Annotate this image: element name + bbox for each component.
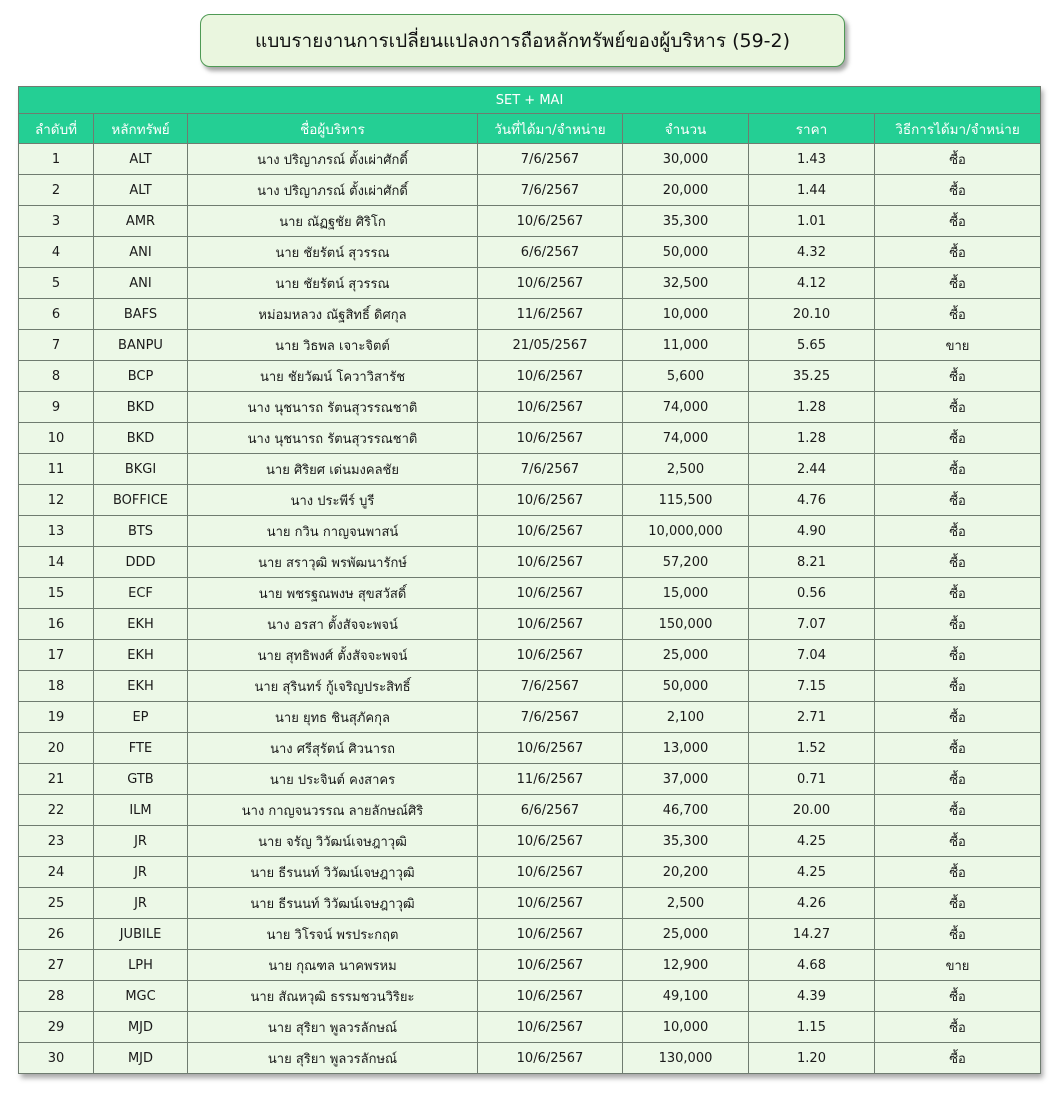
method-cell: ซื้อ	[875, 392, 1041, 423]
table-row	[19, 609, 1041, 640]
executive-name-cell: นาย ประจินต์ คงสาคร	[188, 764, 478, 795]
security-cell: BOFFICE	[94, 485, 188, 516]
security-cell: MJD	[94, 1012, 188, 1043]
executive-name-cell: นาง ปริญาภรณ์ ตั้งเผ่าศักดิ์	[188, 175, 478, 206]
row-number-cell: 14	[19, 547, 94, 578]
date-cell: 10/6/2567	[478, 423, 623, 454]
security-cell: FTE	[94, 733, 188, 764]
security-cell: BANPU	[94, 330, 188, 361]
column-header-volume: จำนวน	[623, 114, 749, 144]
security-cell: ANI	[94, 237, 188, 268]
method-cell: ซื้อ	[875, 268, 1041, 299]
price-cell: 4.68	[749, 950, 875, 981]
volume-cell: 50,000	[623, 237, 749, 268]
date-cell: 10/6/2567	[478, 1043, 623, 1074]
table-row	[19, 206, 1041, 237]
volume-cell: 2,100	[623, 702, 749, 733]
executive-name-cell: หม่อมหลวง ณัฐสิทธิ์ ดิศกุล	[188, 299, 478, 330]
executive-name-cell: นาย พชรฐณพงษ สุขสวัสดิ์	[188, 578, 478, 609]
table-row	[19, 1012, 1041, 1043]
table-row	[19, 640, 1041, 671]
price-cell: 7.04	[749, 640, 875, 671]
price-cell: 0.56	[749, 578, 875, 609]
price-cell: 4.90	[749, 516, 875, 547]
table-column-header-row	[19, 114, 1041, 144]
table-row	[19, 826, 1041, 857]
price-cell: 4.26	[749, 888, 875, 919]
security-cell: JR	[94, 857, 188, 888]
method-cell: ซื้อ	[875, 981, 1041, 1012]
table-row	[19, 423, 1041, 454]
executive-name-cell: นาง ปริญาภรณ์ ตั้งเผ่าศักดิ์	[188, 144, 478, 175]
table-row	[19, 919, 1041, 950]
volume-cell: 15,000	[623, 578, 749, 609]
price-cell: 1.44	[749, 175, 875, 206]
date-cell: 10/6/2567	[478, 578, 623, 609]
volume-cell: 13,000	[623, 733, 749, 764]
row-number-cell: 30	[19, 1043, 94, 1074]
security-cell: ALT	[94, 175, 188, 206]
security-cell: ECF	[94, 578, 188, 609]
price-cell: 4.12	[749, 268, 875, 299]
price-cell: 8.21	[749, 547, 875, 578]
date-cell: 10/6/2567	[478, 268, 623, 299]
executive-name-cell: นาย สุทธิพงศ์ ตั้งสัจจะพจน์	[188, 640, 478, 671]
security-cell: EKH	[94, 640, 188, 671]
price-cell: 14.27	[749, 919, 875, 950]
date-cell: 10/6/2567	[478, 361, 623, 392]
report-title: แบบรายงานการเปลี่ยนแปลงการถือหลักทรัพย์ของผู้บริหาร (59-2)	[254, 29, 791, 52]
row-number-cell: 21	[19, 764, 94, 795]
executive-name-cell: นาย กุณฑล นาคพรหม	[188, 950, 478, 981]
volume-cell: 10,000	[623, 1012, 749, 1043]
date-cell: 10/6/2567	[478, 888, 623, 919]
security-cell: EP	[94, 702, 188, 733]
security-cell: GTB	[94, 764, 188, 795]
price-cell: 4.76	[749, 485, 875, 516]
table-row	[19, 547, 1041, 578]
row-number-cell: 28	[19, 981, 94, 1012]
date-cell: 10/6/2567	[478, 392, 623, 423]
method-cell: ซื้อ	[875, 826, 1041, 857]
security-cell: MGC	[94, 981, 188, 1012]
table-row	[19, 733, 1041, 764]
table-row	[19, 888, 1041, 919]
price-cell: 7.15	[749, 671, 875, 702]
method-cell: ซื้อ	[875, 702, 1041, 733]
volume-cell: 10,000	[623, 299, 749, 330]
security-cell: JUBILE	[94, 919, 188, 950]
volume-cell: 2,500	[623, 454, 749, 485]
security-cell: EKH	[94, 671, 188, 702]
row-number-cell: 13	[19, 516, 94, 547]
column-header-price: ราคา	[749, 114, 875, 144]
row-number-cell: 1	[19, 144, 94, 175]
price-cell: 1.15	[749, 1012, 875, 1043]
executive-name-cell: นาย กวิน กาญจนพาสน์	[188, 516, 478, 547]
price-cell: 1.28	[749, 392, 875, 423]
price-cell: 1.52	[749, 733, 875, 764]
date-cell: 7/6/2567	[478, 671, 623, 702]
volume-cell: 130,000	[623, 1043, 749, 1074]
executive-name-cell: นาย สุริยา พูลวรลักษณ์	[188, 1012, 478, 1043]
volume-cell: 2,500	[623, 888, 749, 919]
method-cell: ซื้อ	[875, 919, 1041, 950]
table-row	[19, 857, 1041, 888]
row-number-cell: 12	[19, 485, 94, 516]
method-cell: ซื้อ	[875, 454, 1041, 485]
executive-name-cell: นาย ชัยวัฒน์ โควาวิสารัช	[188, 361, 478, 392]
row-number-cell: 29	[19, 1012, 94, 1043]
method-cell: ซื้อ	[875, 733, 1041, 764]
volume-cell: 12,900	[623, 950, 749, 981]
row-number-cell: 16	[19, 609, 94, 640]
table-group-header-row	[19, 87, 1041, 114]
row-number-cell: 26	[19, 919, 94, 950]
volume-cell: 35,300	[623, 206, 749, 237]
security-cell: BCP	[94, 361, 188, 392]
date-cell: 7/6/2567	[478, 144, 623, 175]
price-cell: 35.25	[749, 361, 875, 392]
method-cell: ซื้อ	[875, 485, 1041, 516]
volume-cell: 57,200	[623, 547, 749, 578]
executive-name-cell: นาย ธีรนนท์ วิวัฒน์เจษฎาวุฒิ	[188, 857, 478, 888]
date-cell: 6/6/2567	[478, 237, 623, 268]
row-number-cell: 3	[19, 206, 94, 237]
method-cell: ซื้อ	[875, 888, 1041, 919]
security-cell: ILM	[94, 795, 188, 826]
row-number-cell: 6	[19, 299, 94, 330]
method-cell: ซื้อ	[875, 516, 1041, 547]
security-cell: JR	[94, 888, 188, 919]
executive-name-cell: นาง กาญจนวรรณ ลายลักษณ์ศิริ	[188, 795, 478, 826]
executive-name-cell: นาย วิธพล เจาะจิตต์	[188, 330, 478, 361]
table-row	[19, 237, 1041, 268]
date-cell: 10/6/2567	[478, 950, 623, 981]
date-cell: 10/6/2567	[478, 609, 623, 640]
date-cell: 21/05/2567	[478, 330, 623, 361]
row-number-cell: 22	[19, 795, 94, 826]
date-cell: 10/6/2567	[478, 857, 623, 888]
volume-cell: 50,000	[623, 671, 749, 702]
executive-name-cell: นาย ชัยรัตน์ สุวรรณ	[188, 268, 478, 299]
volume-cell: 74,000	[623, 423, 749, 454]
security-cell: DDD	[94, 547, 188, 578]
row-number-cell: 9	[19, 392, 94, 423]
volume-cell: 11,000	[623, 330, 749, 361]
volume-cell: 74,000	[623, 392, 749, 423]
method-cell: ซื้อ	[875, 1012, 1041, 1043]
row-number-cell: 15	[19, 578, 94, 609]
report-title-box	[200, 14, 845, 67]
volume-cell: 5,600	[623, 361, 749, 392]
table-row	[19, 268, 1041, 299]
row-number-cell: 11	[19, 454, 94, 485]
security-cell: BKD	[94, 392, 188, 423]
price-cell: 5.65	[749, 330, 875, 361]
row-number-cell: 2	[19, 175, 94, 206]
volume-cell: 37,000	[623, 764, 749, 795]
date-cell: 7/6/2567	[478, 454, 623, 485]
executive-name-cell: นาย ยุทธ ชินสุภัคกุล	[188, 702, 478, 733]
column-header-security: หลักทรัพย์	[94, 114, 188, 144]
executive-name-cell: นาย สุริยา พูลวรลักษณ์	[188, 1043, 478, 1074]
volume-cell: 150,000	[623, 609, 749, 640]
security-cell: AMR	[94, 206, 188, 237]
price-cell: 4.25	[749, 826, 875, 857]
row-number-cell: 20	[19, 733, 94, 764]
volume-cell: 10,000,000	[623, 516, 749, 547]
executive-name-cell: นาง นุชนารถ รัตนสุวรรณชาติ	[188, 392, 478, 423]
security-cell: ANI	[94, 268, 188, 299]
method-cell: ขาย	[875, 330, 1041, 361]
price-cell: 0.71	[749, 764, 875, 795]
method-cell: ซื้อ	[875, 795, 1041, 826]
price-cell: 7.07	[749, 609, 875, 640]
column-header-executive-name: ชื่อผู้บริหาร	[188, 114, 478, 144]
column-header-date: วันที่ได้มา/จำหน่าย	[478, 114, 623, 144]
security-cell: BKD	[94, 423, 188, 454]
date-cell: 10/6/2567	[478, 640, 623, 671]
date-cell: 10/6/2567	[478, 733, 623, 764]
date-cell: 11/6/2567	[478, 299, 623, 330]
security-cell: MJD	[94, 1043, 188, 1074]
price-cell: 1.01	[749, 206, 875, 237]
table-body	[19, 144, 1041, 1074]
volume-cell: 20,000	[623, 175, 749, 206]
price-cell: 1.43	[749, 144, 875, 175]
executive-name-cell: นาย ธีรนนท์ วิวัฒน์เจษฎาวุฒิ	[188, 888, 478, 919]
row-number-cell: 4	[19, 237, 94, 268]
table-row	[19, 1043, 1041, 1074]
executive-name-cell: นาย สัณหวุฒิ ธรรมชวนวิริยะ	[188, 981, 478, 1012]
method-cell: ซื้อ	[875, 299, 1041, 330]
date-cell: 10/6/2567	[478, 981, 623, 1012]
date-cell: 10/6/2567	[478, 206, 623, 237]
method-cell: ซื้อ	[875, 361, 1041, 392]
column-header-method: วิธีการได้มา/จำหน่าย	[875, 114, 1041, 144]
table-row	[19, 764, 1041, 795]
table-row	[19, 175, 1041, 206]
table-row	[19, 795, 1041, 826]
table-row	[19, 454, 1041, 485]
date-cell: 7/6/2567	[478, 702, 623, 733]
executive-name-cell: นาง นุชนารถ รัตนสุวรรณชาติ	[188, 423, 478, 454]
method-cell: ซื้อ	[875, 1043, 1041, 1074]
table-row	[19, 950, 1041, 981]
security-cell: BTS	[94, 516, 188, 547]
executive-name-cell: นาง ศรีสุรัตน์ ศิวนารถ	[188, 733, 478, 764]
method-cell: ซื้อ	[875, 144, 1041, 175]
table-row	[19, 516, 1041, 547]
date-cell: 11/6/2567	[478, 764, 623, 795]
price-cell: 20.00	[749, 795, 875, 826]
price-cell: 4.39	[749, 981, 875, 1012]
price-cell: 2.71	[749, 702, 875, 733]
row-number-cell: 24	[19, 857, 94, 888]
volume-cell: 25,000	[623, 640, 749, 671]
method-cell: ซื้อ	[875, 423, 1041, 454]
table-row	[19, 392, 1041, 423]
table-row	[19, 671, 1041, 702]
table-row	[19, 361, 1041, 392]
executive-name-cell: นาย ณัฏฐชัย ศิริโก	[188, 206, 478, 237]
executive-name-cell: นาง ประพีร์ บูรี	[188, 485, 478, 516]
table-row	[19, 578, 1041, 609]
date-cell: 6/6/2567	[478, 795, 623, 826]
insider-trading-table-container	[18, 86, 1040, 1074]
volume-cell: 32,500	[623, 268, 749, 299]
volume-cell: 35,300	[623, 826, 749, 857]
method-cell: ซื้อ	[875, 578, 1041, 609]
method-cell: ซื้อ	[875, 671, 1041, 702]
insider-trading-table	[18, 86, 1041, 1074]
table-row	[19, 981, 1041, 1012]
method-cell: ซื้อ	[875, 857, 1041, 888]
row-number-cell: 10	[19, 423, 94, 454]
date-cell: 10/6/2567	[478, 919, 623, 950]
security-cell: LPH	[94, 950, 188, 981]
column-header-no: ลำดับที่	[19, 114, 94, 144]
row-number-cell: 25	[19, 888, 94, 919]
row-number-cell: 18	[19, 671, 94, 702]
price-cell: 4.25	[749, 857, 875, 888]
executive-name-cell: นาย ชัยรัตน์ สุวรรณ	[188, 237, 478, 268]
security-cell: ALT	[94, 144, 188, 175]
volume-cell: 30,000	[623, 144, 749, 175]
date-cell: 10/6/2567	[478, 826, 623, 857]
table-row	[19, 485, 1041, 516]
volume-cell: 20,200	[623, 857, 749, 888]
market-group-header: SET + MAI	[19, 87, 1041, 114]
table-row	[19, 330, 1041, 361]
date-cell: 10/6/2567	[478, 516, 623, 547]
price-cell: 2.44	[749, 454, 875, 485]
volume-cell: 25,000	[623, 919, 749, 950]
executive-name-cell: นาย สราวุฒิ พรพัฒนารักษ์	[188, 547, 478, 578]
price-cell: 20.10	[749, 299, 875, 330]
row-number-cell: 27	[19, 950, 94, 981]
executive-name-cell: นาย วิโรจน์ พรประกฤต	[188, 919, 478, 950]
row-number-cell: 5	[19, 268, 94, 299]
method-cell: ซื้อ	[875, 640, 1041, 671]
method-cell: ซื้อ	[875, 547, 1041, 578]
method-cell: ซื้อ	[875, 237, 1041, 268]
row-number-cell: 19	[19, 702, 94, 733]
table-row	[19, 144, 1041, 175]
method-cell: ซื้อ	[875, 175, 1041, 206]
row-number-cell: 8	[19, 361, 94, 392]
price-cell: 1.20	[749, 1043, 875, 1074]
executive-name-cell: นาง อรสา ตั้งสัจจะพจน์	[188, 609, 478, 640]
method-cell: ซื้อ	[875, 764, 1041, 795]
method-cell: ซื้อ	[875, 609, 1041, 640]
security-cell: EKH	[94, 609, 188, 640]
price-cell: 1.28	[749, 423, 875, 454]
volume-cell: 115,500	[623, 485, 749, 516]
date-cell: 10/6/2567	[478, 1012, 623, 1043]
date-cell: 10/6/2567	[478, 547, 623, 578]
executive-name-cell: นาย ศิริยศ เด่นมงคลชัย	[188, 454, 478, 485]
security-cell: BKGI	[94, 454, 188, 485]
row-number-cell: 17	[19, 640, 94, 671]
method-cell: ขาย	[875, 950, 1041, 981]
date-cell: 10/6/2567	[478, 485, 623, 516]
row-number-cell: 7	[19, 330, 94, 361]
volume-cell: 46,700	[623, 795, 749, 826]
method-cell: ซื้อ	[875, 206, 1041, 237]
security-cell: BAFS	[94, 299, 188, 330]
row-number-cell: 23	[19, 826, 94, 857]
table-row	[19, 299, 1041, 330]
price-cell: 4.32	[749, 237, 875, 268]
executive-name-cell: นาย จรัญ วิวัฒน์เจษฎาวุฒิ	[188, 826, 478, 857]
date-cell: 7/6/2567	[478, 175, 623, 206]
table-row	[19, 702, 1041, 733]
executive-name-cell: นาย สุรินทร์ กู้เจริญประสิทธิ์	[188, 671, 478, 702]
security-cell: JR	[94, 826, 188, 857]
volume-cell: 49,100	[623, 981, 749, 1012]
